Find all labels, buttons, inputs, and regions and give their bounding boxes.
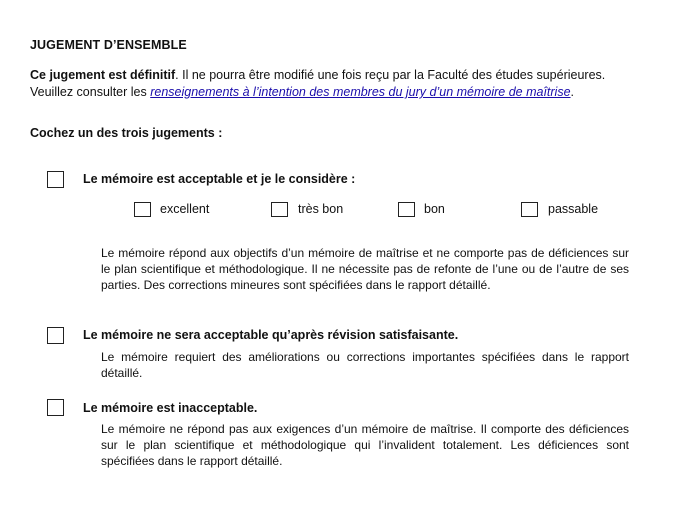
- checkbox-revision[interactable]: [47, 327, 64, 344]
- sub-option-passable: passable: [548, 202, 599, 216]
- checkbox-tres-bon[interactable]: [271, 202, 288, 217]
- sub-option-bon: bon: [424, 202, 445, 216]
- checkbox-excellent[interactable]: [134, 202, 151, 217]
- intro-line2-suffix: .: [570, 85, 575, 99]
- option-revision-label: Le mémoire ne sera acceptable qu’après révision satisfaisante.: [83, 328, 459, 342]
- intro-bold: Ce jugement est définitif: [30, 68, 176, 82]
- intro-line2-prefix: Veuillez consulter les: [30, 85, 151, 99]
- checkbox-passable[interactable]: [521, 202, 538, 217]
- option-revision-description: Le mémoire requiert des améliorations ou corrections importantes spécifiées dans le rapport détaillé.: [101, 350, 629, 380]
- option-acceptable-description: Le mémoire répond aux objectifs d’un mémoire de maîtrise et ne comporte pas de déficiences sur le plan scientifique et méthodologique. Il ne nécessite pas de refonte de l’une ou de l’autre de ses parties. Des corrections mineures sont spécifiées dans le rapport détaillé.: [101, 246, 629, 292]
- option-inacceptable-description: Le mémoire ne répond pas aux exigences d’un mémoire de maîtrise. Il comporte des déficiences sur le plan scientifique et méthodologique qui l’invalident totalement. Les déficiences sont spécifiées dans le rapport détaillé.: [101, 422, 629, 468]
- option-inacceptable-label: Le mémoire est inacceptable.: [83, 401, 258, 415]
- sub-option-tres-bon: très bon: [298, 202, 344, 216]
- checkbox-bon[interactable]: [398, 202, 415, 217]
- jury-info-link[interactable]: renseignements à l’intention des membres du jury d’un mémoire de maîtrise: [150, 85, 571, 99]
- checkbox-acceptable[interactable]: [47, 171, 64, 188]
- instruction-text: Cochez un des trois jugements :: [30, 126, 223, 140]
- option-acceptable-label: Le mémoire est acceptable et je le considère :: [83, 172, 356, 186]
- checkbox-inacceptable[interactable]: [47, 399, 64, 416]
- intro-rest: . Il ne pourra être modifié une fois reçu par la Faculté des études supérieures.: [175, 68, 606, 82]
- section-heading: JUGEMENT D’ENSEMBLE: [30, 38, 187, 52]
- sub-option-excellent: excellent: [160, 202, 210, 216]
- intro-paragraph: [30, 67, 660, 101]
